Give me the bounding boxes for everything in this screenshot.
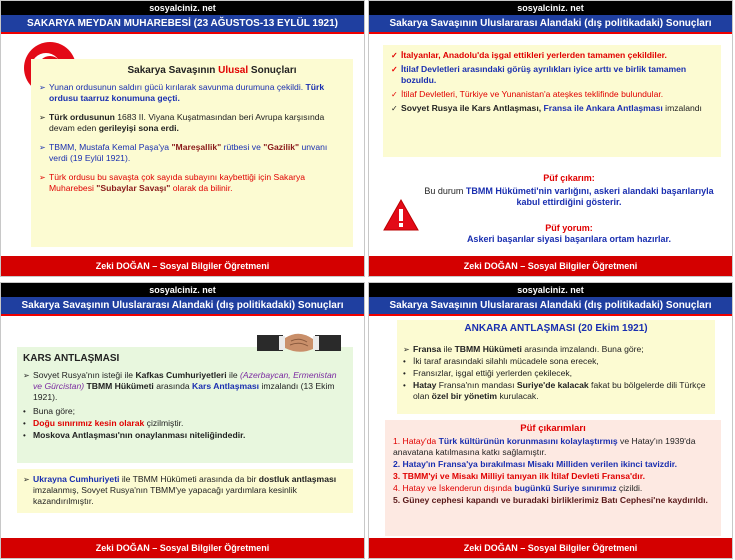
ukrayna-box: [17, 469, 353, 513]
slide-ulusal-sonuclar: [0, 0, 365, 277]
arrow-bullet-icon: ➢: [403, 345, 410, 354]
slide-title: Sakarya Savaşının Uluslararası Alandaki (dış politikadaki) Sonuçları: [1, 297, 364, 316]
warning-icon: [383, 199, 419, 231]
slide-footer: Zeki DOĞAN – Sosyal Bilgiler Öğretmeni: [1, 256, 364, 276]
slide-ankara-antlasmasi: [368, 282, 733, 559]
check-icon: ✓: [391, 90, 398, 99]
list-item: 5. Güney cephesi kapandı ve buradaki birliklerimiz Batı Cephesi'ne kaydırıldı.: [393, 495, 708, 505]
arrow-bullet-icon: ➢: [39, 113, 46, 122]
puf-cikarim: Püf çıkarım: Bu durum TBMM Hükümeti'nin varlığını, askeri alandaki başarılarıyla kabul ettirdiğini gösterir.: [424, 173, 714, 207]
site-header: sosyalciniz. net: [1, 283, 364, 297]
content-box: [397, 320, 715, 414]
list-item: ➢ Türk ordusu bu savaşta çok sayıda subayını kaybettiği için Sakarya Muharebesi "Subaylar Savaşı" olarak da bilinir.: [39, 172, 306, 193]
dot-bullet-icon: •: [23, 431, 26, 440]
dot-bullet-icon: •: [403, 381, 406, 390]
list-item: ✓ İtilaf Devletleri arasındaki görüş ayrılıkları iyice arttı ve birlik tamamen bozuldu.: [391, 64, 687, 85]
list-item: 3. TBMM'yi ve Misakı Milliyi tanıyan ilk İtilaf Devleti Fransa'dır.: [393, 471, 645, 481]
slide-uluslararasi-sonuclar: [368, 0, 733, 277]
list-item: • Moskova Antlaşması'nın onaylanması niteliğindedir.: [23, 430, 246, 440]
list-item: ➢ Yunan ordusunun saldırı gücü kırılarak savunma durumuna çekildi. Türk ordusu taarruz konumuna geçti.: [39, 82, 325, 103]
dot-bullet-icon: •: [403, 369, 406, 378]
dot-bullet-icon: •: [23, 419, 26, 428]
list-item: ➢ Ukrayna Cumhuriyeti ile TBMM Hükümeti arasında da bir dostluk antlaşması imzalanmış, Sovyet Rusya'nın TBMM'ye yapacağı yardımlara kesinlik kazandırılmıştır.: [23, 474, 337, 506]
list-item: • Hatay Fransa'nın mandası Suriye'de kalacak fakat bu bölgelerde dili Türkçe olan özel bir yönetim kurulacak.: [403, 380, 706, 401]
check-icon: ✓: [391, 104, 398, 113]
list-item: ✓ İtalyanlar, Anadolu'da işgal ettikleri yerlerden tamamen çekildiler.: [391, 50, 667, 60]
list-item: ✓ Sovyet Rusya ile Kars Antlaşması, Fransa ile Ankara Antlaşması imzalandı: [391, 103, 702, 113]
box-heading: Sakarya Savaşının Ulusal Sonuçları: [127, 65, 297, 76]
dot-bullet-icon: •: [23, 407, 26, 416]
slide-footer: Zeki DOĞAN – Sosyal Bilgiler Öğretmeni: [369, 256, 732, 276]
slide-title: Sakarya Savaşının Uluslararası Alandaki (dış politikadaki) Sonuçları: [369, 297, 732, 316]
list-item: 1. Hatay'da Türk kültürünün korunmasını kolaylaştırmış ve Hatay'ın 1939'da anavatana katılmasına katkı sağlamıştır.: [393, 436, 696, 457]
slide-footer: Zeki DOĞAN – Sosyal Bilgiler Öğretmeni: [1, 538, 364, 558]
list-item: • Buna göre;: [23, 406, 76, 416]
check-icon: ✓: [391, 51, 398, 60]
slide-footer: Zeki DOĞAN – Sosyal Bilgiler Öğretmeni: [369, 538, 732, 558]
arrow-bullet-icon: ➢: [23, 475, 30, 484]
handshake-icon: [257, 321, 341, 365]
list-item: ➢ Fransa ile TBMM Hükümeti arasında imzalandı. Buna göre;: [403, 344, 644, 354]
puf-cikarimlari-box: [385, 420, 721, 536]
arrow-bullet-icon: ➢: [39, 143, 46, 152]
puf-yorum: Püf yorum: Askeri başarılar siyasi başarılara ortam hazırlar.: [466, 223, 672, 244]
content-box: [31, 59, 353, 247]
list-item: • Doğu sınırımız kesin olarak çizilmiştir.: [23, 418, 184, 428]
box-heading: ANKARA ANTLAŞMASI (20 Ekim 1921): [464, 323, 648, 334]
list-item: • İki taraf arasındaki silahlı mücadele sona erecek,: [403, 356, 599, 366]
list-item: • Fransızlar, işgal ettiği yerlerden çekilecek,: [403, 368, 573, 378]
content-box: [383, 45, 721, 157]
site-header: sosyalciniz. net: [1, 1, 364, 15]
check-icon: ✓: [391, 65, 398, 74]
slide-title: Sakarya Savaşının Uluslararası Alandaki (dış politikadaki) Sonuçları: [369, 15, 732, 34]
site-header: sosyalciniz. net: [369, 283, 732, 297]
list-item: ➢ TBMM, Mustafa Kemal Paşa'ya "Mareşallik" rütbesi ve "Gazilik" unvanı verdi (19 Eylül 1921).: [39, 142, 328, 163]
list-item: ✓ İtilaf Devletleri, Türkiye ve Yunanistan'a ateşkes teklifinde bulundular.: [391, 89, 664, 99]
box-heading: Püf çıkarımları: [520, 423, 586, 434]
box-heading: KARS ANTLAŞMASI: [23, 353, 120, 364]
list-item: 2. Hatay'ın Fransa'ya bırakılması Misakı Milliden verilen ikinci tavizdir.: [393, 459, 677, 469]
slide-kars-antlasmasi: [0, 282, 365, 559]
arrow-bullet-icon: ➢: [39, 173, 46, 182]
arrow-bullet-icon: ➢: [39, 83, 46, 92]
slide-title: SAKARYA MEYDAN MUHAREBESİ (23 AĞUSTOS-13 EYLÜL 1921): [1, 15, 364, 34]
arrow-bullet-icon: ➢: [23, 371, 30, 380]
list-item: 4. Hatay ve İskenderun dışında bugünkü Suriye sınırımız çizildi.: [393, 483, 643, 493]
dot-bullet-icon: •: [403, 357, 406, 366]
list-item: ➢ Sovyet Rusya'nın isteği ile Kafkas Cumhuriyetleri ile (Azerbaycan, Ermenistan ve Gürcistan) TBMM Hükümeti arasında Kars Antlaşması imzalandı (13 Ekim 1921).: [23, 370, 337, 402]
site-header: sosyalciniz. net: [369, 1, 732, 15]
list-item: ➢ Türk ordusunun 1683 II. Viyana Kuşatmasından beri Avrupa karşısında devam eden gerileyişi sona erdi.: [39, 112, 325, 133]
